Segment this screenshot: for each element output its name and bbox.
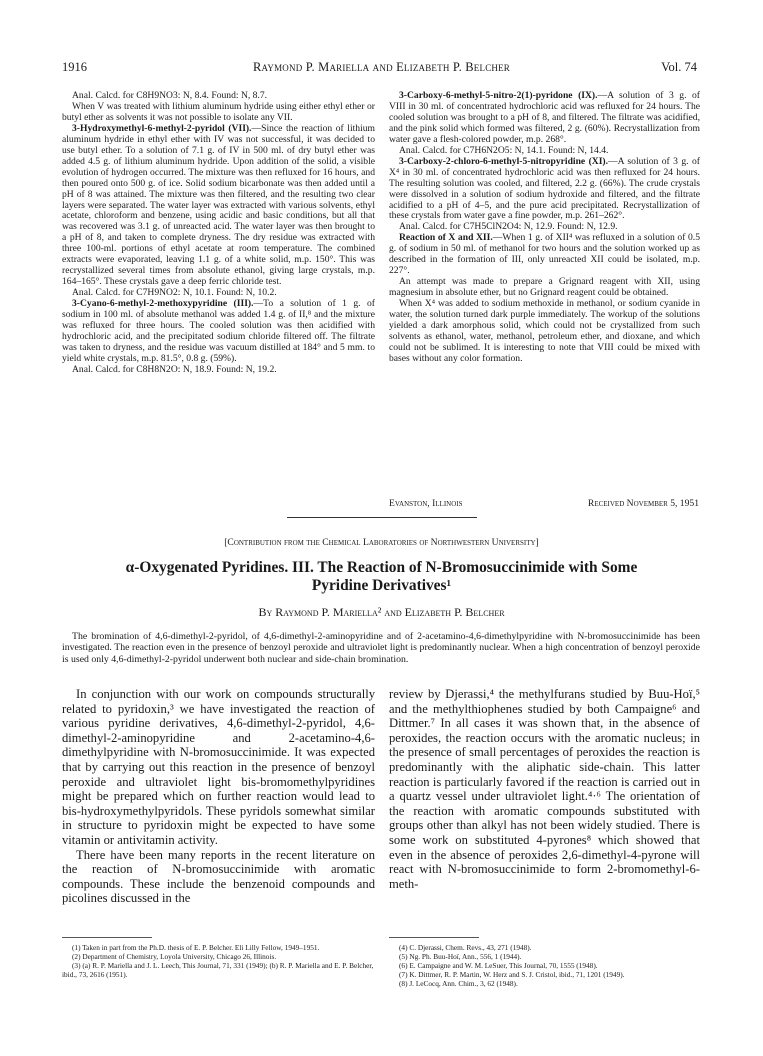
byline: By Raymond P. Mariella² and Elizabeth P. Belcher	[258, 605, 505, 619]
paragraph-text: When V was treated with lithium aluminum hydride using either ethyl ether or butyl ether as solvents it was not possible to isolate any VII.	[62, 100, 375, 123]
received-date: Received November 5, 1951	[587, 498, 699, 509]
compound-heading: 3-Cyano-6-methyl-2-methoxypyridine (III).	[72, 298, 254, 310]
paragraph-text: —A solution of 3 g. of X⁴ in 30 ml. of concentrated hydrochloric acid was then refluxed for 24 hours. The resulting solution was cooled, and filtered, 2.2 g. (66%). The crude crystals were dissolved in a solution of sodium hydroxide and filtered, and the filtrate acidified to a pH of 4–5, and the pure acid precipitated. Recrystallization of these crystals from water gave a fine powder, m.p. 261–262°.	[389, 155, 700, 222]
experimental-paragraph	[389, 91, 700, 146]
footnote: (5) Ng. Ph. Buu-Hoï, Ann., 556, 1 (1944).	[399, 951, 522, 961]
experimental-paragraph	[62, 124, 375, 288]
section-divider	[287, 517, 477, 518]
experimental-paragraph	[62, 102, 375, 124]
footnotes-right	[389, 944, 700, 989]
footnote-rule	[62, 937, 152, 938]
body-paragraph: There have been many reports in the recent literature on the reaction of N-bromosuccinimide with aromatic compounds. These include the benzenoid compounds and picolines discussed in the	[62, 847, 375, 906]
footnote: (7) K. Dittmer, R. P. Martin, W. Herz and S. J. Cristol, ibid., 71, 1201 (1949).	[399, 969, 625, 979]
paragraph-text: Anal. Calcd. for C8H9NO3: N, 8.4. Found: N, 8.7.	[72, 90, 268, 101]
experimental-paragraph	[389, 233, 700, 277]
body-right-column	[389, 687, 700, 891]
paragraph-text: Anal. Calcd. for C7H9NO2: N, 10.1. Found: N, 10.2.	[72, 287, 277, 299]
paragraph-text: —To a solution of 1 g. of sodium in 100 ml. of absolute methanol was added 1.4 g. of II,⁸ and the mixture was refluxed for three hours. The cooled solution was then acidified with hydrochloric acid, and the precipitated sodium chloride filtered off. The filtrate was taken to dryness, and the residue was vacuum distilled at 184° and 5 mm. to yield white crystals, m.p. 81.5°, 0.8 g. (59%).	[62, 298, 375, 364]
paragraph-text: —When 1 g. of XII⁴ was refluxed in a solution of 0.5 g. of sodium in 50 ml. of methanol for two hours and the solution worked up as described in the formation of III, only unreacted XII could be isolated, m.p. 227°.	[389, 232, 700, 277]
paragraph-text: —Since the reaction of lithium aluminum hydride in ethyl ether with IV was not successful, it was decided to use butyl ether. To a solution of 7.1 g. of IV in 500 ml. of dry butyl ether was added 4.5 g. of lithium aluminum hydride. Upon addition of the solid, a visible evolution of hydrogen occurred. The mixture was then refluxed for 16 hours, and then poured onto 500 g. of ice. Solid sodium bicarbonate was then added until a pH of 8 was attained. The mixture was then filtered, and the resulting two clear layers were separated. The water layer was extracted with various solvents, ethyl acetate, chloroform and benzene, using acidic and basic conditions, but all that was recovered was 3.1 g. of unreacted acid. The water layer was then brought to a pH of 8, and taken to complete dryness. The dry residue was extracted with three 100-ml. portions of ethyl acetate at room temperature. The combined extracts were evaporated, leaving 1.1 g. of a white solid, m.p. 150°. This was recrystallized several times from absolute ethanol, giving large crystals, m.p. 164–165°. These crystals gave a deep ferric chloride test.	[62, 122, 376, 288]
volume-label: Vol. 74	[661, 60, 697, 74]
paragraph-text: —A solution of 3 g. of VIII in 30 ml. of concentrated hydrochloric acid was refluxed for 24 hours. The cooled solution was brought to a pH of 8, and filtered. The filtrate was acidified, and the pink solid which formed was filtered, 2 g. (60%). Recrystallization from water gave a flesh-colored powder, m.p. 268°.	[389, 90, 700, 145]
running-header-authors: Raymond P. Mariella and Elizabeth P. Belcher	[252, 60, 510, 74]
paragraph-text: Anal. Calcd. for C8H8N2O: N, 18.9. Found: N, 19.2.	[72, 363, 277, 375]
experimental-paragraph	[62, 299, 375, 365]
footnotes-left	[62, 944, 375, 980]
footnote-rule	[389, 937, 479, 938]
compound-heading: 3-Carboxy-2-chloro-6-methyl-5-nitropyridine (XI).	[399, 155, 609, 167]
body-paragraph: review by Djerassi,⁴ the methylfurans studied by Buu-Hoï,⁵ and the methylthiophenes studied by both Campaigne⁶ and Dittmer.⁷ In all cases it was shown that, in the absence of peroxides, the reaction occurs with the aromatic nucleus; in the presence of small percentages of peroxides the reaction is predominantly with the aliphatic side-chain. This latter reaction is particularly favored if the reaction is carried out in a quartz vessel under ultraviolet light.⁴·⁶ The orientation of the reaction with aromatic compounds substituted with groups other than alkyl has not been widely studied. There is some work on substituted 4-pyrones⁸ which showed that even in the absence of peroxides 2,6-dimethyl-4-pyrone will react with N-bromosuccinimide to form 2-bromomethyl-6-meth-	[389, 687, 700, 891]
footnote: (2) Department of Chemistry, Loyola University, Chicago 26, Illinois.	[72, 951, 277, 961]
footnote: (8) J. LeCocq, Ann. Chim., 3, 62 (1948).	[399, 978, 518, 988]
experimental-paragraph	[389, 299, 700, 365]
paragraph-text: An attempt was made to prepare a Grignard reagent with XII, using magnesium in absolute ether, but no Grignard reagent could be obtained.	[389, 276, 700, 299]
article-title-line-1: α-Oxygenated Pyridines. III. The Reaction of N-Bromosuccinimide with Some	[125, 559, 638, 576]
abstract: The bromination of 4,6-dimethyl-2-pyridol, of 4,6-dimethyl-2-aminopyridine and of 2-acetamino-4,6-dimethylpyridine with N-bromosuccinimide has been investigated. The reaction even in the presence of benzoyl peroxide and ultraviolet light is predominantly nuclear. When a high concentration of benzoyl peroxide is used only 4,6-dimethyl-2-pyridol underwent both nuclear and side-chain bromination.	[62, 631, 700, 665]
compound-heading: 3-Hydroxymethyl-6-methyl-2-pyridol (VII).	[72, 122, 252, 134]
footnote: (1) Taken in part from the Ph.D. thesis of E. P. Belcher. Eli Lilly Fellow, 1949–1951.	[72, 943, 320, 952]
compound-heading: Reaction of X and XII.	[399, 232, 493, 244]
paragraph-text: Anal. Calcd. for C7H5ClN2O4: N, 12.9. Found: N, 12.9.	[399, 221, 618, 233]
footnote: (6) E. Campaigne and W. M. LeSuer, This Journal, 70, 1555 (1948).	[399, 960, 598, 970]
page-number: 1916	[62, 60, 87, 74]
signoff-place: Evanston, Illinois	[389, 498, 463, 509]
compound-heading: 3-Carboxy-6-methyl-5-nitro-2(1)-pyridone (IX).	[399, 90, 598, 101]
experimental-right-column	[389, 91, 700, 365]
body-paragraph: In conjunction with our work on compounds structurally related to pyridoxin,³ we have investigated the reaction of various pyridine derivatives, 4,6-dimethyl-2-pyridol, 4,6-dimethyl-2-aminopyridine and 2-acetamino-4,6-dimethylpyridine with N-bromosuccinimide. It was expected that by carrying out this reaction in the presence of benzoyl peroxide and ultraviolet light bis-bromomethylpyridines might be prepared which on further reaction would lead to bis-hydroxymethylpyridols. These pyridols somewhat similar in structure to pyridoxin might be expected to have some vitamin or antivitamin activity.	[62, 687, 375, 847]
contribution-line: [Contribution from the Chemical Laboratories of Northwestern University]	[224, 537, 539, 548]
experimental-paragraph	[389, 277, 700, 299]
footnote: (3) (a) R. P. Mariella and J. L. Leech, This Journal, 71, 331 (1949); (b) R. P. Mariella and E. P. Belcher, ibid., 73, 2616 (1951).	[62, 960, 374, 979]
article-title-line-2: Pyridine Derivatives¹	[311, 577, 452, 594]
experimental-paragraph	[389, 157, 700, 223]
experimental-left-column	[62, 91, 375, 376]
experimental-paragraph	[62, 365, 375, 376]
paragraph-text: Anal. Calcd. for C7H6N2O5: N, 14.1. Found: N, 14.4.	[399, 144, 609, 156]
footnote: (4) C. Djerassi, Chem. Revs., 43, 271 (1948).	[399, 943, 532, 952]
body-left-column	[62, 687, 375, 906]
paragraph-text: When X⁴ was added to sodium methoxide in methanol, or sodium cyanide in water, the solution turned dark purple immediately. The workup of the solutions yielded a dark amorphous solid, which could not be crystallized from such solvents as ethanol, water, methanol, petroleum ether, and dioxane, and which could not be sublimed. It is interesting to note that VIII could be mixed with bases without any color formation.	[389, 298, 700, 364]
